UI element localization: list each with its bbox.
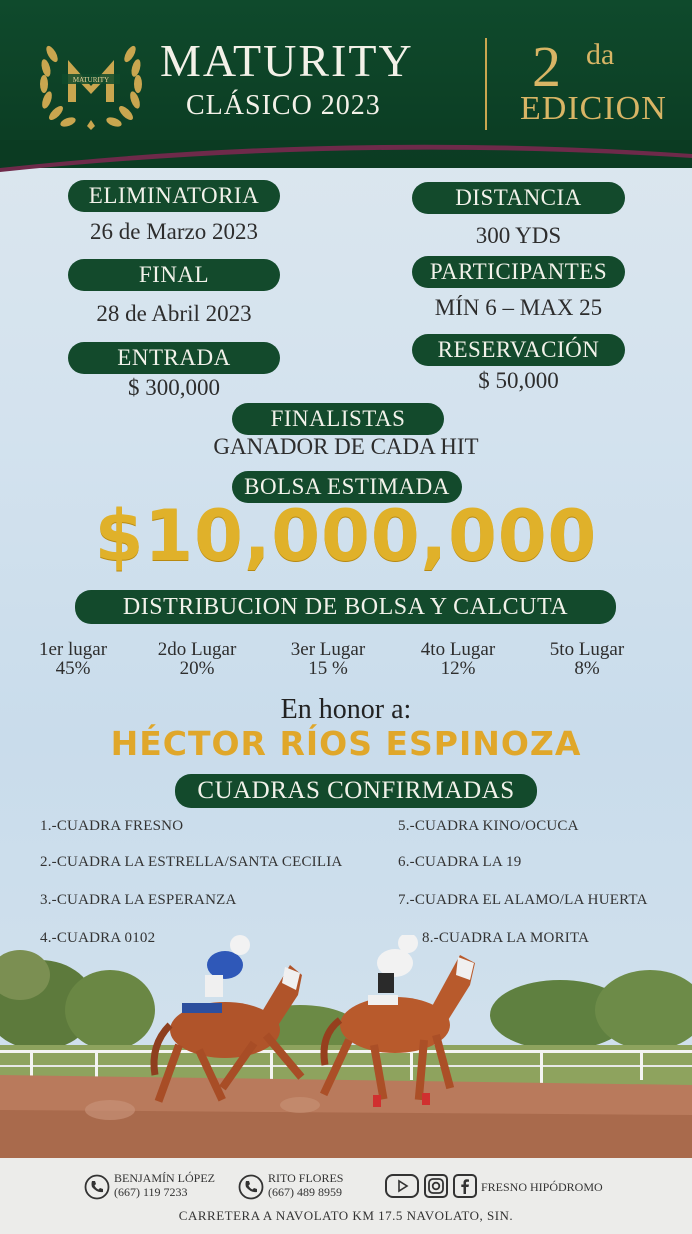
- purse-amount: $10,000,000: [94, 495, 598, 577]
- facebook-icon[interactable]: [453, 1174, 477, 1198]
- edition-word: EDICION: [520, 90, 667, 127]
- place-percent: 20%: [179, 658, 215, 679]
- honor-name: HÉCTOR RÍOS ESPINOZA: [110, 724, 582, 763]
- distribution-label: DISTRIBUCION DE BOLSA Y CALCUTA: [75, 590, 616, 624]
- place-name: 3er Lugar: [290, 639, 366, 660]
- place-percent: 8%: [574, 658, 600, 679]
- finalistas-label: FINALISTAS: [232, 403, 444, 435]
- address: CARRETERA A NAVOLATO KM 17.5 NAVOLATO, SIN.: [178, 1208, 514, 1223]
- eliminatoria-label: ELIMINATORIA: [68, 180, 280, 212]
- place-name: 1er lugar: [38, 639, 108, 660]
- distribution-place-4: [403, 640, 513, 678]
- bolsa-label: BOLSA ESTIMADA: [232, 471, 462, 503]
- stable-item: 3.-CUADRA LA ESPERANZA: [40, 892, 237, 908]
- participantes-label: PARTICIPANTES: [412, 256, 625, 288]
- distancia-value: 300 YDS: [475, 223, 562, 248]
- finalistas-value: GANADOR DE CADA HIT: [213, 434, 479, 459]
- eliminatoria-value: 26 de Marzo 2023: [90, 219, 258, 244]
- stable-item: 2.-CUADRA LA ESTRELLA/SANTA CECILIA: [40, 854, 343, 870]
- stable-item: 5.-CUADRA KINO/OCUCA: [398, 818, 579, 834]
- place-percent: 12%: [440, 658, 476, 679]
- event-subtitle: CLÁSICO 2023: [186, 90, 381, 121]
- logo-text: MATURITY: [72, 76, 110, 84]
- instagram-icon[interactable]: [424, 1174, 448, 1198]
- phone-icon: [238, 1174, 264, 1200]
- contact-2: [268, 1171, 343, 1199]
- contact-name: BENJAMÍN LÓPEZ: [114, 1171, 215, 1185]
- header-curve: [0, 140, 692, 180]
- header-divider: [485, 38, 487, 130]
- youtube-icon[interactable]: [385, 1174, 419, 1198]
- contact-phone[interactable]: (667) 489 8959: [268, 1185, 342, 1199]
- edition-number: 2: [532, 34, 561, 99]
- distribution-place-2: [142, 640, 252, 678]
- place-name: 5to Lugar: [549, 639, 625, 660]
- event-title: MATURITY: [160, 35, 414, 86]
- maturity-logo: [38, 34, 144, 130]
- final-label: FINAL: [68, 259, 280, 291]
- social-label: FRESNO HIPÓDROMO: [481, 1180, 603, 1194]
- reservacion-label: RESERVACIÓN: [412, 334, 625, 366]
- distribution-place-3: [273, 640, 383, 678]
- stable-item: 7.-CUADRA EL ALAMO/LA HUERTA: [398, 892, 648, 908]
- stables-label: CUADRAS CONFIRMADAS: [175, 774, 537, 808]
- edition-superscript: da: [586, 38, 615, 71]
- stable-item: 1.-CUADRA FRESNO: [40, 818, 184, 834]
- entrada-value: $ 300,000: [128, 375, 220, 400]
- final-value: 28 de Abril 2023: [96, 301, 252, 326]
- contact-phone[interactable]: (667) 119 7233: [114, 1185, 188, 1199]
- place-name: 4to Lugar: [420, 639, 496, 660]
- distribution-place-1: [18, 640, 128, 678]
- reservacion-value: $ 50,000: [478, 368, 559, 393]
- stable-item: 4.-CUADRA 0102: [40, 930, 156, 946]
- stable-item: 8.-CUADRA LA MORITA: [422, 930, 590, 946]
- place-percent: 15 %: [308, 658, 348, 679]
- entrada-label: ENTRADA: [68, 342, 280, 374]
- distribution-place-5: [532, 640, 642, 678]
- honor-label: En honor a:: [280, 694, 412, 725]
- contact-name: RITO FLORES: [268, 1171, 344, 1185]
- phone-icon: [84, 1174, 110, 1200]
- stable-item: 6.-CUADRA LA 19: [398, 854, 522, 870]
- distancia-label: DISTANCIA: [412, 182, 625, 214]
- place-name: 2do Lugar: [157, 639, 237, 660]
- place-percent: 45%: [55, 658, 91, 679]
- contact-1: [114, 1171, 215, 1199]
- horse-race-photo: [0, 935, 692, 1160]
- participantes-value: MÍN 6 – MAX 25: [434, 295, 603, 320]
